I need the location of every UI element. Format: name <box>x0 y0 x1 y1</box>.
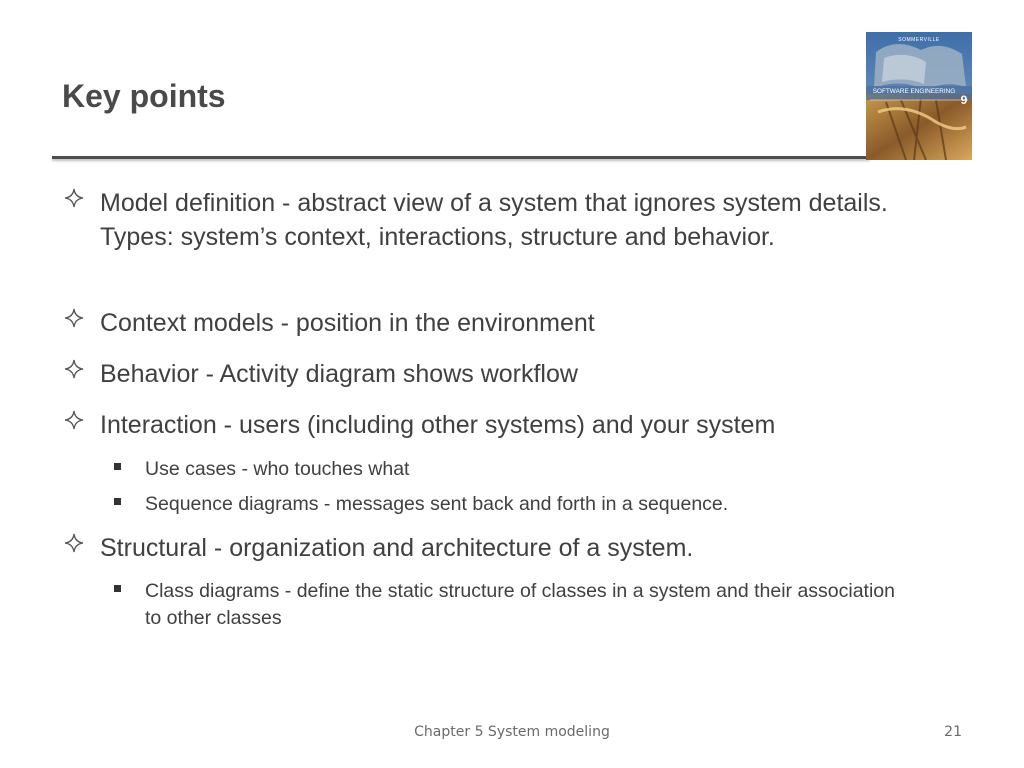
bullet-text: Behavior - Activity diagram shows workflow <box>100 360 578 388</box>
four-point-star-icon <box>64 308 84 328</box>
footer-page-number: 21 <box>944 724 962 740</box>
sub-bullet-text: Sequence diagrams - messages sent back and forth in a sequence. <box>145 493 729 515</box>
bullet-text: Interaction - users (including other systems) and your system <box>100 411 776 439</box>
footer-chapter-label: Chapter 5 System modeling <box>414 724 610 740</box>
bullet-text: Context models - position in the environment <box>100 309 595 337</box>
cover-edition-text: 9 <box>960 93 968 107</box>
cover-author-text: SOMMERVILLE <box>898 37 940 43</box>
square-bullet-icon <box>114 585 121 592</box>
slide-title: Key points <box>62 78 226 114</box>
bullet-text: Structural - organization and architecture of a system. <box>100 534 694 562</box>
four-point-star-icon <box>64 410 84 430</box>
sub-bullet-text: Use cases - who touches what <box>145 458 410 480</box>
bullet-text: Model definition - abstract view of a system that ignores system details. Types: system’s context, interactions, structure and behavior. <box>100 189 888 251</box>
cover-title-text: SOFTWARE ENGINEERING <box>872 88 956 95</box>
four-point-star-icon <box>64 188 84 208</box>
four-point-star-icon <box>64 533 84 553</box>
square-bullet-icon <box>114 463 121 470</box>
sub-bullet-text: Class diagrams - define the static structure of classes in a system and their association to other classes <box>145 580 895 629</box>
square-bullet-icon <box>114 498 121 505</box>
four-point-star-icon <box>64 359 84 379</box>
